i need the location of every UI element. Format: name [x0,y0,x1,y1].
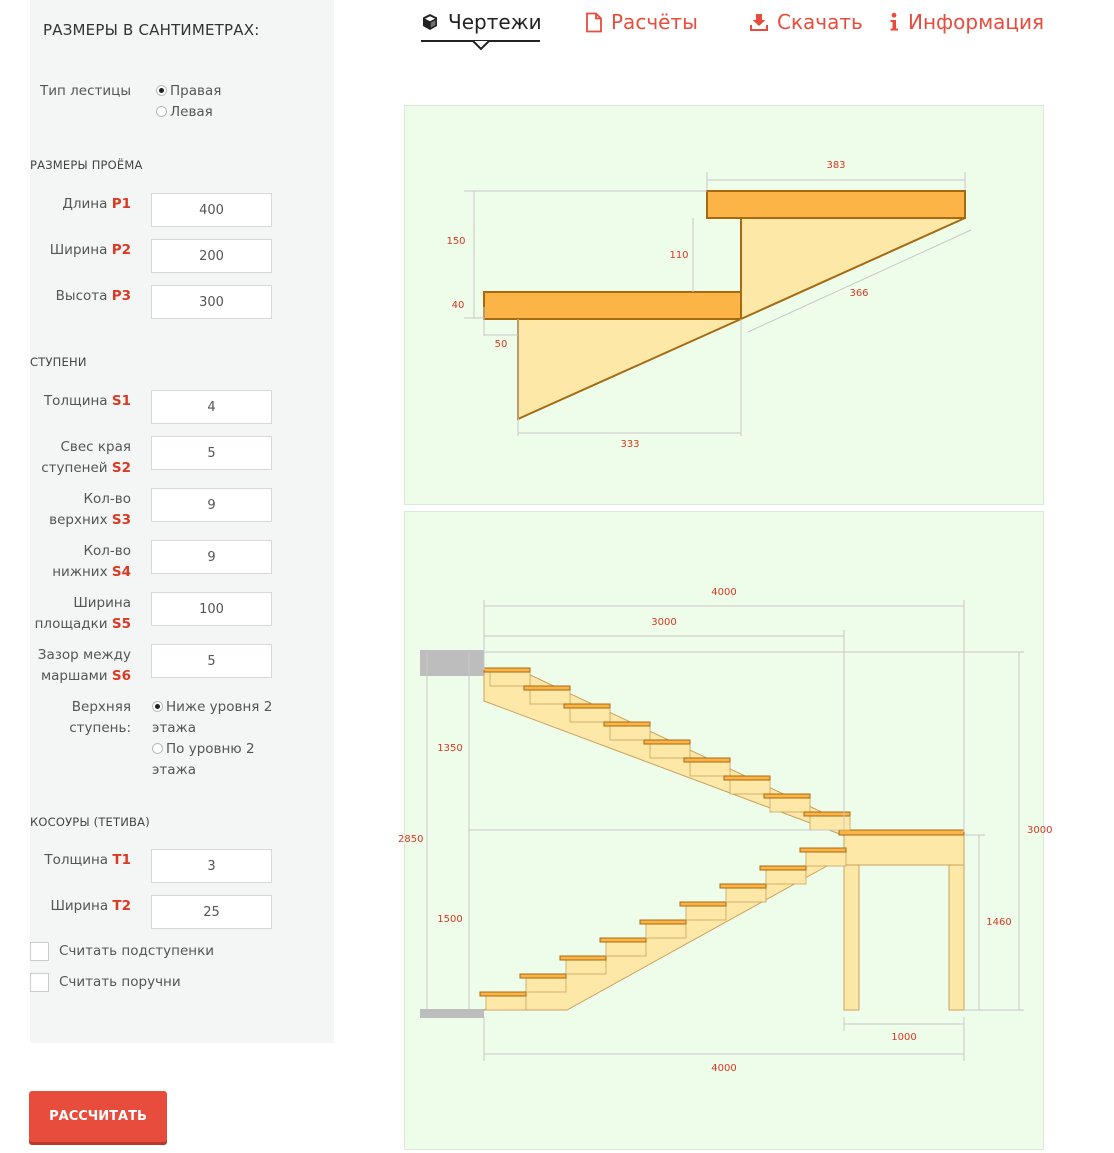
side-drawing-panel [398,511,1053,1150]
tab-info[interactable] [888,10,1044,34]
tab-calculations-label: Расчёты [611,10,698,34]
dim-upper-run: 3000 [651,617,677,628]
lower-flight-steps [480,848,846,1010]
landing-width-input[interactable] [151,592,272,626]
active-tab-caret [473,41,489,50]
tab-download[interactable] [749,10,863,34]
top-step-label: Верхняя ступень: [69,699,131,736]
handrails-checkbox[interactable] [30,973,49,992]
dim-rise-inner: 110 [669,250,689,261]
stair-type-label: Тип лестицы [40,83,131,99]
lower-step [720,884,766,888]
upper-step-block [650,744,690,758]
upper-floor-slab [420,650,484,676]
lower-step-block [486,996,526,1010]
lower-step-block [726,888,766,902]
upper-step [564,704,610,708]
lower-stringer-triangle [518,319,741,419]
document-icon [585,12,603,33]
lower-step [640,920,686,924]
radio-right-indicator[interactable] [156,85,167,96]
section-stringers: КОСОУРЫ (ТЕТИВА) [30,815,150,829]
info-icon [888,12,900,32]
radio-right[interactable] [156,81,221,102]
step-thickness-label: Толщина S1 [43,393,131,409]
upper-step [764,794,810,798]
tab-drawings[interactable] [420,10,542,34]
tab-info-label: Информация [908,10,1045,34]
upper-step-block [690,762,730,776]
dim-left-total: 2850 [398,834,424,845]
gap-input[interactable] [151,644,272,678]
stringer-width-input[interactable] [151,895,272,929]
lower-step-block [766,870,806,884]
settings-sidebar [30,0,334,1043]
upper-step [684,758,730,762]
dim-right-total: 3000 [1027,825,1053,836]
lower-step-block [646,924,686,938]
dim-total-bottom: 4000 [711,1063,737,1074]
upper-stringer-triangle [741,218,965,319]
dim-bottom-width: 333 [620,439,640,450]
upper-count-input[interactable] [151,488,272,522]
dim-diagonal: 366 [849,288,869,299]
upper-step [804,812,850,816]
lower-count-input[interactable] [151,540,272,574]
cube-icon [420,12,440,32]
dim-landing-width: 1000 [891,1032,917,1043]
step-thickness-input[interactable] [151,390,272,424]
lower-step [520,974,566,978]
upper-tread [707,191,965,218]
dim-total-top: 4000 [711,587,737,598]
tab-download-label: Скачать [777,10,863,34]
dim-rise-upper: 150 [446,236,466,247]
radio-left-label: Левая [170,104,213,120]
lower-step [480,992,526,996]
lower-step [800,848,846,852]
radio-below-level[interactable]: Ниже уровня 2 этажа [152,699,273,736]
radio-left[interactable] [156,102,213,123]
upper-step-block [490,672,530,686]
top-drawing [405,106,1043,504]
risers-checkbox-label: Считать подступенки [59,943,215,959]
width-input[interactable] [151,239,272,273]
landing-post-left [844,865,859,1010]
length-input[interactable] [151,193,272,227]
height-label: Высота P3 [55,288,131,304]
lower-count-label: Кол-во нижних S4 [52,543,131,580]
upper-step [524,686,570,690]
lower-floor-slab [420,1009,484,1018]
lower-step-block [526,978,566,992]
landing-width-label: Ширина площадки S5 [34,595,131,632]
lower-step-block [606,942,646,956]
upper-step-block [730,780,770,794]
section-steps: СТУПЕНИ [30,355,87,369]
handrails-checkbox-label: Считать поручни [59,974,181,990]
upper-step [724,776,770,780]
landing-frame [844,835,964,865]
upper-step-block [610,726,650,740]
landing-tread [839,830,964,835]
lower-tread [484,292,741,319]
download-icon [749,12,769,32]
lower-step-block [566,960,606,974]
upper-step [484,668,530,672]
radio-right-label: Правая [170,83,222,99]
length-label: Длина P1 [62,196,131,212]
tab-calculations[interactable] [585,10,698,34]
lower-step [680,902,726,906]
tab-drawings-label: Чертежи [448,10,542,34]
side-drawing [398,512,1053,1149]
stringer-width-label: Ширина T2 [50,898,131,914]
lower-step-block [806,852,846,866]
stringer-thickness-input[interactable] [151,849,272,883]
radio-at-level[interactable]: По уровню 2 этажа [152,741,255,778]
upper-flight-steps [484,668,850,830]
stringer-thickness-label: Толщина T1 [44,852,131,868]
gap-label: Зазор между маршами S6 [37,647,131,684]
dim-lower-rise: 1500 [437,914,463,925]
lower-step [560,956,606,960]
calculate-button[interactable]: РАССЧИТАТЬ [29,1091,167,1142]
overhang-label: Свес края ступеней S2 [41,439,131,476]
dim-thickness: 40 [451,300,465,311]
radio-left-indicator[interactable] [156,106,167,117]
risers-checkbox[interactable] [30,942,49,961]
sidebar-title: РАЗМЕРЫ В САНТИМЕТРАХ: [43,21,260,39]
upper-step [644,740,690,744]
upper-step-block [770,798,810,812]
width-label: Ширина P2 [49,242,131,258]
lower-step [760,866,806,870]
radio-below-level-indicator[interactable] [152,701,163,712]
dim-landing-height: 1460 [986,917,1012,928]
lower-step-block [686,906,726,920]
radio-at-level-indicator[interactable] [152,743,163,754]
upper-step [604,722,650,726]
height-input[interactable] [151,285,272,319]
overhang-input[interactable] [151,436,272,470]
dim-overhang: 50 [494,339,508,350]
top-drawing-panel [404,105,1044,505]
dim-top-width: 383 [826,160,846,171]
lower-step [600,938,646,942]
dim-upper-rise: 1350 [437,743,463,754]
landing-post-right [949,865,964,1010]
upper-count-label: Кол-во верхних S3 [49,491,131,528]
upper-step-block [530,690,570,704]
section-opening: РАЗМЕРЫ ПРОЁМА [30,158,143,172]
upper-step-block [570,708,610,722]
